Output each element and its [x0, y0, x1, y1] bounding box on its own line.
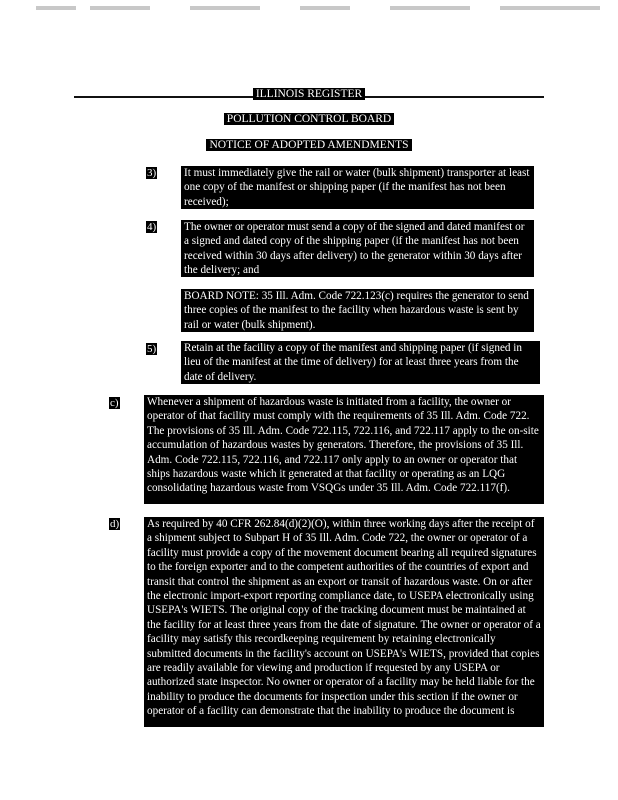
paragraph: The owner or operator must send a copy of the signed and dated manifest or a signed and dated copy of the shipping paper (if the manifest has not been received within 30 days after delivery) to the generator within 30 days after the delivery; and [181, 220, 534, 277]
scan-artifact [390, 6, 470, 10]
scan-artifact [90, 6, 150, 10]
item-marker: 5) [147, 343, 157, 355]
paragraph: Whenever a shipment of hazardous waste is initiated from a facility, the owner or operator of that facility must comply with the requirements of 35 Ill. Adm. Code 722. The provisions of 35 Ill. Adm. Code 722.115, 722.116, and 722.117 apply to the on-site accumulation of hazardous wastes by generators. Therefore, the provisions of 35 Ill. Adm. Code 722.115, 722.116, and 722.117 only apply to an owner or operator that ships hazardous waste which it generated at that facility or operating as an LQG consolidating hazardous waste from VSQGs under 35 Ill. Adm. Code 722.117(f). [144, 395, 544, 504]
paragraph: As required by 40 CFR 262.84(d)(2)(O), within three working days after the receipt of a shipment subject to Subpart H of 35 Ill. Adm. Code 722, the owner or operator of a facility must provide a copy of the movement document bearing all required signatures to the foreign exporter and to the competent authorities of the countries of export and transit that control the shipment as an export or transit of hazardous waste. On or after the electronic import-export reporting compliance date, to USEPA electronically using USEPA's WIETS. The original copy of the tracking document must be maintained at the facility for at least three years from the date of signature. The owner or operator of a facility may satisfy this recordkeeping requirement by retaining electronically submitted documents in the facility's account on USEPA's WIETS, provided that copies are readily available for viewing and production if requested by any USEPA or authorized state inspector. No owner or operator of a facility may be held liable for the inability to produce the documents for inspection under this section if the owner or operator of a facility can demonstrate that the inability to produce the document is [144, 517, 544, 727]
paragraph: Retain at the facility a copy of the manifest and shipping paper (if signed in lieu of the manifest at the time of delivery) for at least three years from the date of delivery. [181, 341, 540, 384]
board-title: POLLUTION CONTROL BOARD [0, 113, 618, 125]
scan-artifact [500, 6, 600, 10]
item-marker: 3) [147, 167, 157, 179]
board-note: BOARD NOTE: 35 Ill. Adm. Code 722.123(c) requires the generator to send three copies of the manifest to the facility when hazardous waste is sent by rail or water (bulk shipment). [181, 289, 534, 332]
item-marker: 4) [147, 221, 157, 233]
notice-title: NOTICE OF ADOPTED AMENDMENTS [0, 139, 618, 151]
scan-artifact [190, 6, 260, 10]
item-marker: c) [110, 397, 119, 409]
scan-artifact [300, 6, 350, 10]
item-marker: d) [110, 518, 120, 530]
scan-artifact [36, 6, 76, 10]
register-title: ILLINOIS REGISTER [0, 88, 618, 100]
paragraph: It must immediately give the rail or water (bulk shipment) transporter at least one copy of the manifest or shipping paper (if the manifest has not been received); [181, 166, 534, 209]
